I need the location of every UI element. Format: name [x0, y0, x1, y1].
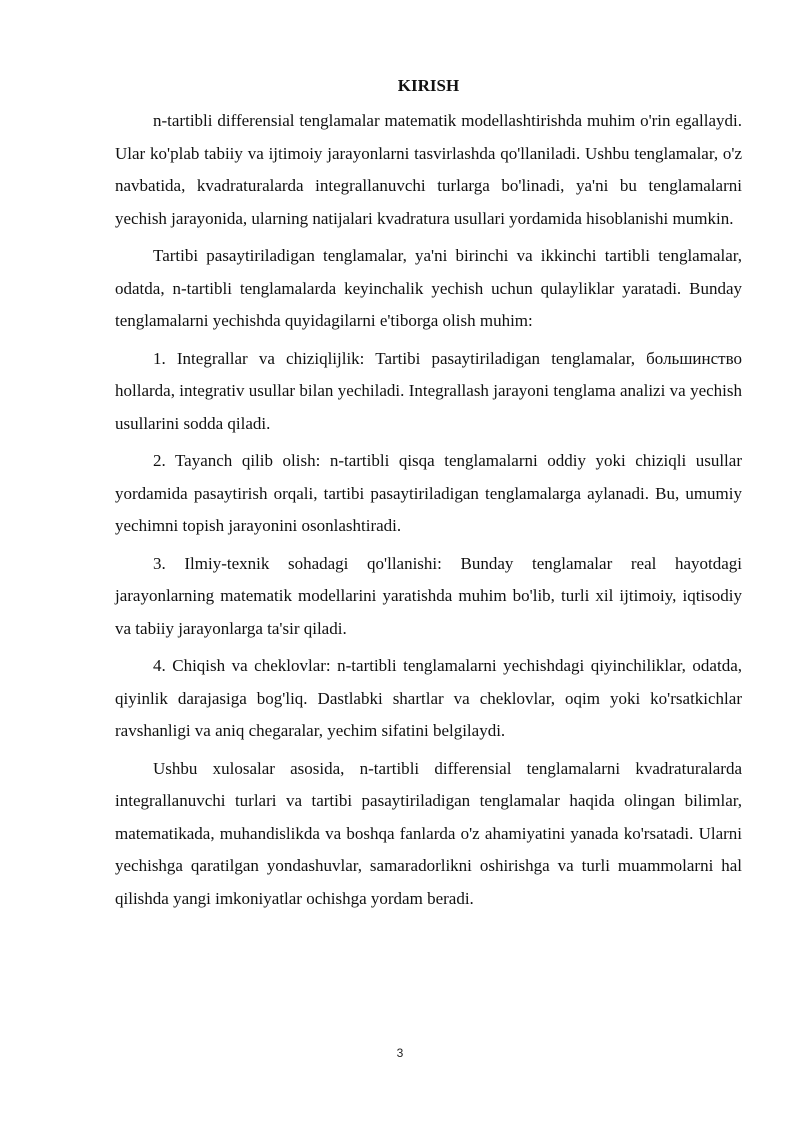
paragraph-intro: n-tartibli differensial tenglamalar matematik modellashtirishda muhim o'rin egallaydi. Ular ko'plab tabiiy va ijtimoiy jarayonlarni tasvirlashda qo'llaniladi. Ushbu tenglamalar, o'z navbatida, kvadraturalarda integrallanuvchi turlarga bo'linadi, ya'ni bu tenglamalarni yechish jarayonida, ularning natijalari kvadratura usullari yordamida hisoblanishi mumkin. [115, 111, 742, 228]
page-number: 3 [396, 1046, 404, 1060]
document-page [115, 74, 742, 920]
paragraph-point-1: 1. Integrallar va chiziqlijlik: Tartibi pasaytiriladigan tenglamalar, большинство hollarda, integrativ usullar bilan yechiladi. Integrallash jarayoni tenglama analizi va yechish usullarini sodda qiladi. [115, 348, 742, 433]
paragraph-reduced-order: Tartibi pasaytiriladigan tenglamalar, ya'ni birinchi va ikkinchi tartibli tenglamalar, odatda, n-tartibli tenglamalarda keyinchalik yechish uchun qulayliklar yaratadi. Bunday tenglamalarni yechishda quyidagilarni e'tiborga olish muhim: [115, 246, 742, 330]
paragraph-point-2: 2. Tayanch qilib olish: n-tartibli qisqa tenglamalarni oddiy yoki chiziqli usullar yordamida pasaytirish orqali, tartibi pasaytiriladigan tenglamalarga aylanadi. Bu, umumiy yechimni topish jarayonini osonlashtiradi. [115, 451, 742, 535]
paragraph-point-4: 4. Chiqish va cheklovlar: n-tartibli tenglamalarni yechishdagi qiyinchiliklar, odatda, qiyinlik darajasiga bog'liq. Dastlabki shartlar va cheklovlar, oqim yoki ko'rsatkichlar ravshanligi va aniq chegaralar, yechim sifatini belgilaydi. [115, 656, 742, 740]
paragraph-point-3: 3. Ilmiy-texnik sohadagi qo'llanishi: Bunday tenglamalar real hayotdagi jarayonlarning matematik modellarini yaratishda muhim bo'lib, turli xil ijtimoiy, iqtisodiy va tabiiy jarayonlarga ta'sir qiladi. [115, 553, 742, 638]
section-title: KIRISH [397, 76, 460, 95]
paragraph-conclusion: Ushbu xulosalar asosida, n-tartibli differensial tenglamalarni kvadraturalarda integrallanuvchi turlari va tartibi pasaytiriladigan tenglamalar haqida olingan bilimlar, matematikada, muhandislikda va boshqa fanlarda o'z ahamiyatini yanada ko'rsatadi. Ularni yechishga qaratilgan yondashuvlar, samaradorlikni oshirishga va turli muammolarni hal qilishda yangi imkoniyatlar ochishga yordam beradi. [115, 758, 742, 908]
